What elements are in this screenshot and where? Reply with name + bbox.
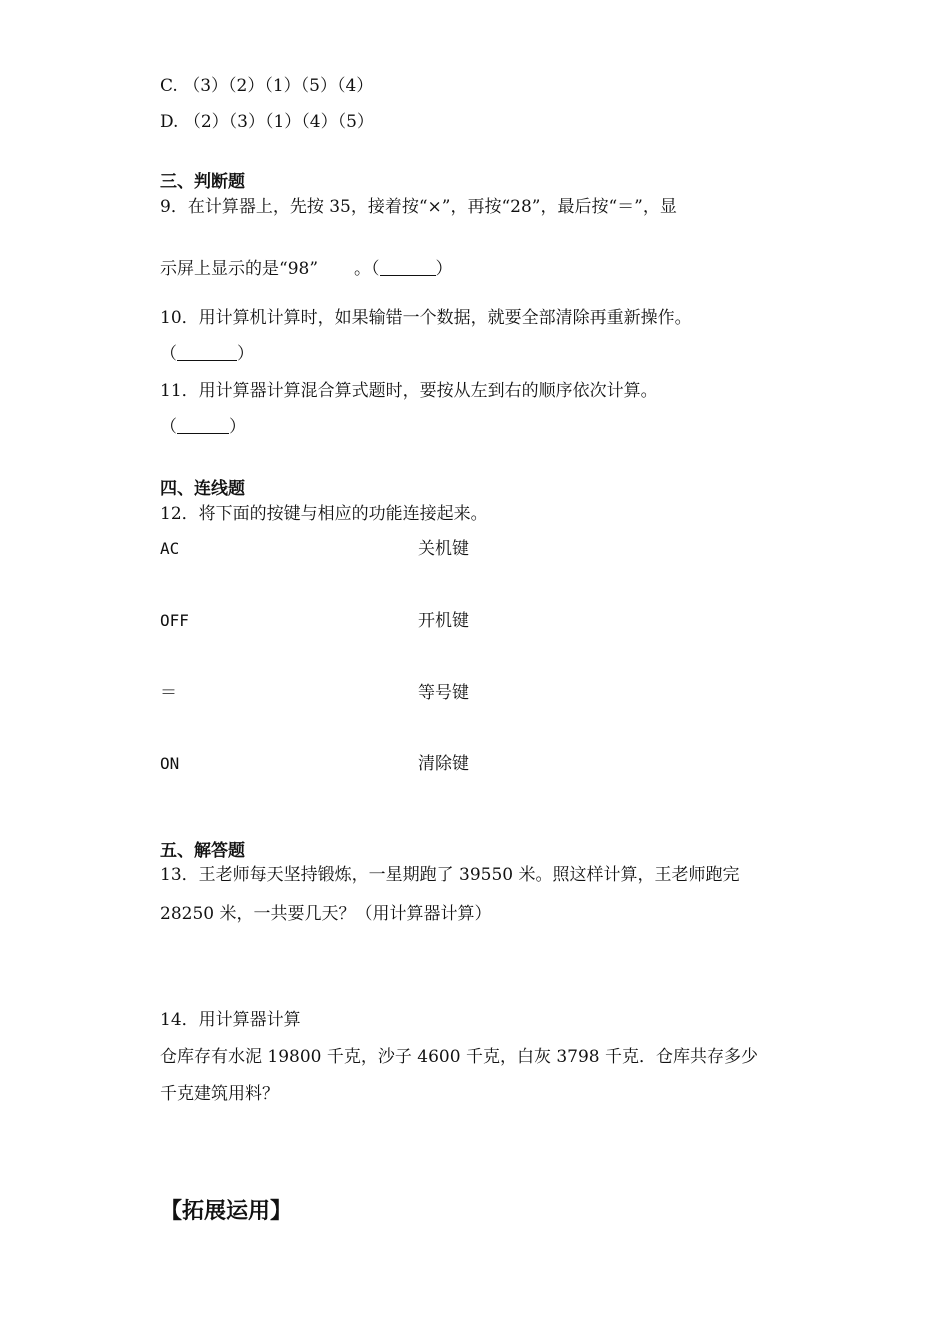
function-equals[interactable]: 等号键	[418, 683, 469, 703]
q13-line2: 28250 米，一共要几天？（用计算器计算）	[160, 904, 492, 924]
q12-text: 12．将下面的按键与相应的功能连接起来。	[160, 504, 488, 524]
q13-line1: 13．王老师每天坚持锻炼，一星期跑了 39550 米。照这样计算，王老师跑完	[160, 865, 740, 885]
q9-paren-open: 。（	[354, 259, 380, 279]
q14-line1: 14．用计算器计算	[160, 1010, 301, 1030]
section-5-title: 五、解答题	[160, 841, 245, 861]
q11-paren-open: （	[160, 417, 177, 437]
option-d: D. （2）（3）（1）（4）（5）	[160, 112, 374, 132]
function-power-off[interactable]: 关机键	[418, 539, 469, 559]
function-power-on[interactable]: 开机键	[418, 611, 469, 631]
q11-answer-line	[160, 419, 246, 436]
key-off[interactable]: OFF	[160, 611, 189, 630]
section-3-title: 三、判断题	[160, 172, 245, 192]
q9-answer-blank[interactable]	[380, 261, 436, 276]
q9-paren-close: ）	[435, 259, 453, 279]
key-ac[interactable]: AC	[160, 539, 180, 558]
extension-title: 【拓展运用】	[160, 1199, 293, 1224]
q10-text: 10．用计算机计算时，如果输错一个数据，就要全部清除再重新操作。	[160, 308, 692, 328]
q9-line1: 9．在计算器上，先按 35，接着按“×”，再按“28”，最后按“＝”，显	[160, 197, 677, 217]
q11-paren-close: ）	[229, 417, 246, 437]
option-c: C. （3）（2）（1）（5）（4）	[160, 76, 374, 96]
key-on[interactable]: ON	[160, 754, 180, 773]
q14-line2: 仓库存有水泥 19800 千克，沙子 4600 千克，白灰 3798 千克．仓库共存多少	[160, 1047, 759, 1067]
function-clear[interactable]: 清除键	[418, 754, 469, 774]
q10-paren-open: （	[160, 344, 177, 364]
q10-paren-close: ）	[237, 344, 254, 364]
q14-line3: 千克建筑用料？	[160, 1084, 279, 1104]
q9-statement: 示屏上显示的是“98”	[160, 259, 319, 279]
q11-answer-blank[interactable]	[177, 419, 229, 434]
q9-line2	[160, 261, 453, 278]
q10-answer-blank[interactable]	[177, 346, 237, 361]
q11-text: 11．用计算器计算混合算式题时，要按从左到右的顺序依次计算。	[160, 381, 658, 401]
q10-answer-line	[160, 346, 254, 363]
section-4-title: 四、连线题	[160, 479, 245, 499]
key-equals[interactable]: ＝	[160, 683, 177, 703]
